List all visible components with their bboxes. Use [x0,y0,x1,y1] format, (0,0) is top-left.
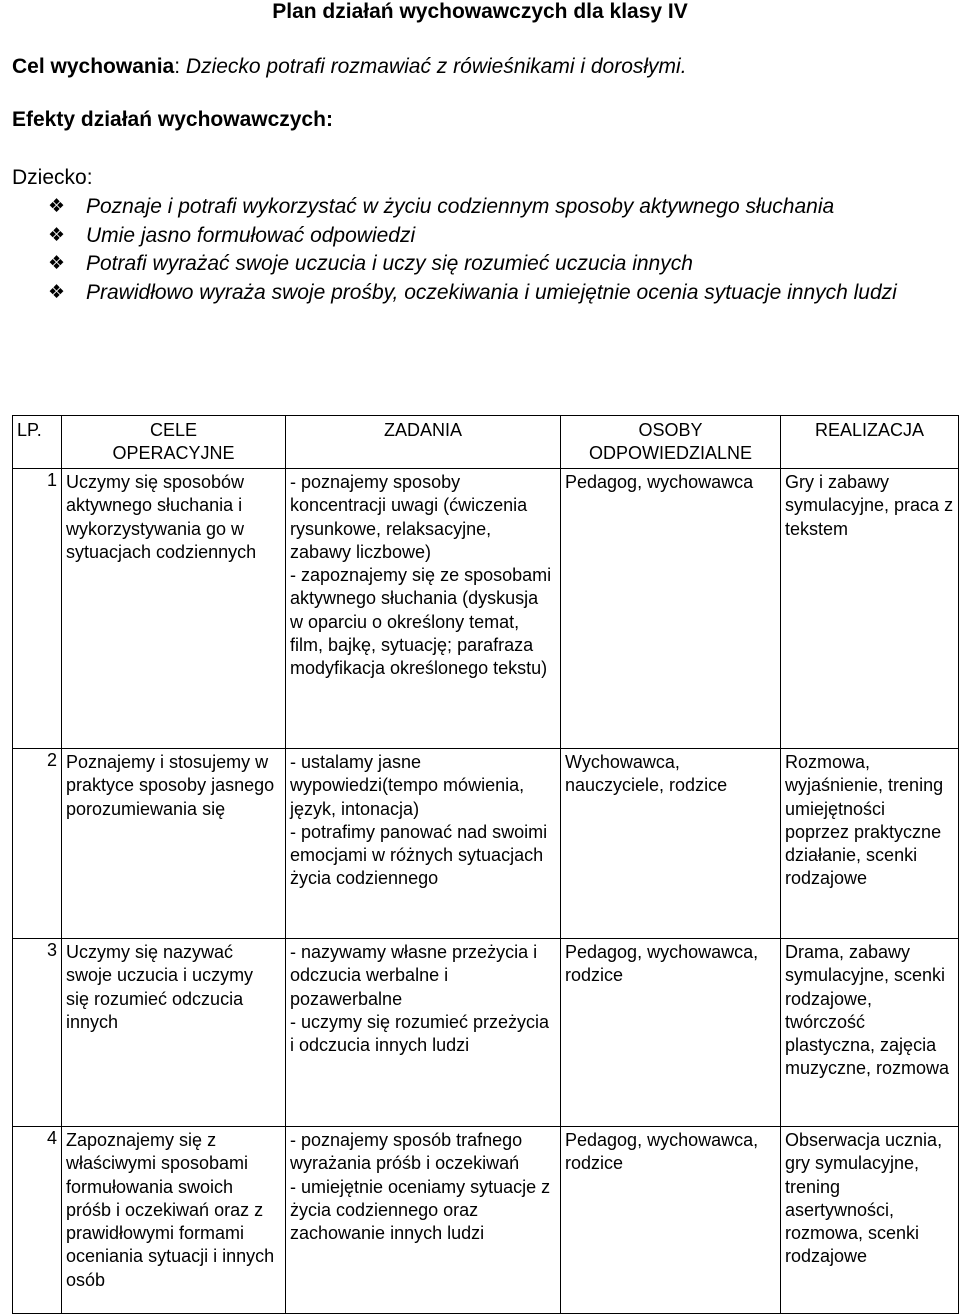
effect-item-text: Potrafi wyrażać swoje uczucia i uczy się rozumieć uczucia innych [86,252,693,275]
row-cele: Uczymy się sposobów aktywnego słuchania i wykorzystywania go w sytuacjach codziennych [62,469,286,749]
diamond-star-bullet-icon: ❖ [48,224,66,246]
effects-list [48,193,928,307]
row-osoby: Wychowawca, nauczyciele, rodzice [561,749,781,939]
row-zadania: - poznajemy sposób trafnego wyrażania próśb i oczekiwań - umiejętnie oceniamy sytuacje z życia codziennego oraz zachowanie innych ludzi [286,1127,561,1314]
effect-item-text: Poznaje i potrafi wykorzystać w życiu codziennym sposoby aktywnego słuchania [86,195,835,218]
row-zadania: - poznajemy sposoby koncentracji uwagi (ćwiczenia rysunkowe, relaksacyjne, zabawy liczbowe) - zapoznajemy się ze sposobami aktywnego słuchania (dyskusja w oparciu o określony temat, film, bajkę, sytuację; parafraza modyfikacja określonego tekstu) [286,469,561,749]
goal-label: Cel wychowania [12,55,175,78]
header-zadania: ZADANIA [286,416,561,469]
table-row [13,939,959,1127]
effect-item [48,279,928,308]
header-lp: LP. [13,416,62,469]
header-osoby: OSOBY ODPOWIEDZIALNE [561,416,781,469]
effect-item [48,222,928,251]
header-cele: CELE OPERACYJNE [62,416,286,469]
goal-separator: : [174,55,181,78]
effect-item-text: Umie jasno formułować odpowiedzi [86,223,416,247]
row-realizacja: Rozmowa, wyjaśnienie, trening umiejętności poprzez praktyczne działanie, scenki rodzajowe [781,749,959,939]
table-header-row [13,416,959,469]
child-label: Dziecko: [12,166,93,189]
effect-item [48,193,928,222]
table-row [13,749,959,939]
row-realizacja: Drama, zabawy symulacyjne, scenki rodzajowe, twórczość plastyczna, zajęcia muzyczne, rozmowa [781,939,959,1127]
table-row [13,1127,959,1314]
row-lp: 4 [13,1127,62,1314]
row-osoby: Pedagog, wychowawca, rodzice [561,1127,781,1314]
goal-text: Dziecko potrafi rozmawiać z rówieśnikami i dorosłymi. [180,55,687,78]
row-zadania: - nazywamy własne przeżycia i odczucia werbalne i pozawerbalne - uczymy się rozumieć przeżycia i odczucia innych ludzi [286,939,561,1127]
diamond-star-bullet-icon: ❖ [48,253,66,274]
effects-heading: Efekty działań wychowawczych: [12,108,333,131]
row-realizacja: Obserwacja ucznia, gry symulacyjne, trening asertywności, rozmowa, scenki rodzajowe [781,1127,959,1314]
row-lp: 2 [13,749,62,939]
diamond-star-bullet-icon: ❖ [48,196,66,217]
education-goal [12,55,687,79]
header-realizacja: REALIZACJA [781,416,959,469]
row-osoby: Pedagog, wychowawca, rodzice [561,939,781,1127]
row-cele: Zapoznajemy się z właściwymi sposobami formułowania swoich próśb i oczekiwań oraz z prawidłowymi formami oceniania sytuacji i innych osób [62,1127,286,1314]
row-zadania: - ustalamy jasne wypowiedzi(tempo mówienia, język, intonacja) - potrafimy panować nad swoimi emocjami w różnych sytuacjach życia codziennego [286,749,561,939]
row-osoby: Pedagog, wychowawca [561,469,781,749]
table-row [13,469,959,749]
effect-item [48,250,928,279]
page-title: Plan działań wychowawczych dla klasy IV [272,0,688,23]
plan-table [12,415,959,1314]
row-cele: Uczymy się nazywać swoje uczucia i uczymy się rozumieć odczucia innych [62,939,286,1127]
effect-item-text: Prawidłowo wyraża swoje prośby, oczekiwania i umiejętnie ocenia sytuacje innych ludzi [86,280,897,304]
row-lp: 3 [13,939,62,1127]
row-lp: 1 [13,469,62,749]
diamond-star-bullet-icon: ❖ [48,281,66,303]
row-cele: Poznajemy i stosujemy w praktyce sposoby jasnego porozumiewania się [62,749,286,939]
row-realizacja: Gry i zabawy symulacyjne, praca z tekstem [781,469,959,749]
